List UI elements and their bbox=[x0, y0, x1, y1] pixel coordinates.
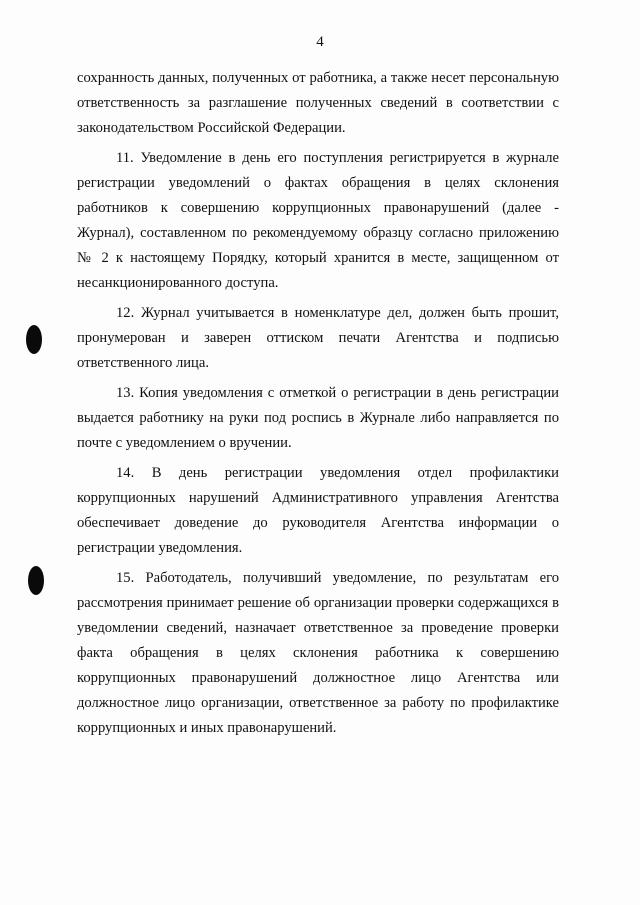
paragraph-11: 11. Уведомление в день его поступления регистрируется в журнале регистрации уведомлений о фактах обращения в целях склонения работников к совершению коррупционных правонарушений (далее - Журнал), составленном по рекомендуемому образцу согласно приложению № 2 к настоящему Порядку, который хранится в месте, защищенном от несанкционированного доступа. bbox=[77, 150, 559, 291]
document-body bbox=[77, 66, 559, 746]
paragraph-13: 13. Копия уведомления с отметкой о регистрации в день регистрации выдается работнику на руки под роспись в Журнале либо направляется по почте с уведомлением о вручении. bbox=[77, 385, 559, 451]
punch-hole-bottom bbox=[28, 566, 44, 595]
paragraph-15: 15. Работодатель, получивший уведомление, по результатам его рассмотрения принимает решение об организации проверки содержащихся в уведомлении сведений, назначает ответственное за проведение проверки факта обращения в целях склонения работника к совершению коррупционных правонарушений должностное лицо Агентства или должностное лицо организации, ответственное за работу по профилактике коррупционных и иных правонарушений. bbox=[77, 570, 559, 736]
paragraph-14: 14. В день регистрации уведомления отдел профилактики коррупционных нарушений Административного управления Агентства обеспечивает доведение до руководителя Агентства информации о регистрации уведомления. bbox=[77, 465, 559, 556]
page-number: 4 bbox=[316, 34, 324, 50]
paragraph-12: 12. Журнал учитывается в номенклатуре дел, должен быть прошит, пронумерован и заверен оттиском печати Агентства и подписью ответственного лица. bbox=[77, 305, 559, 371]
paragraph-continuation: сохранность данных, полученных от работника, а также несет персональную ответственность за разглашение полученных сведений в соответствии с законодательством Российской Федерации. bbox=[77, 70, 559, 136]
punch-hole-top bbox=[26, 325, 42, 354]
